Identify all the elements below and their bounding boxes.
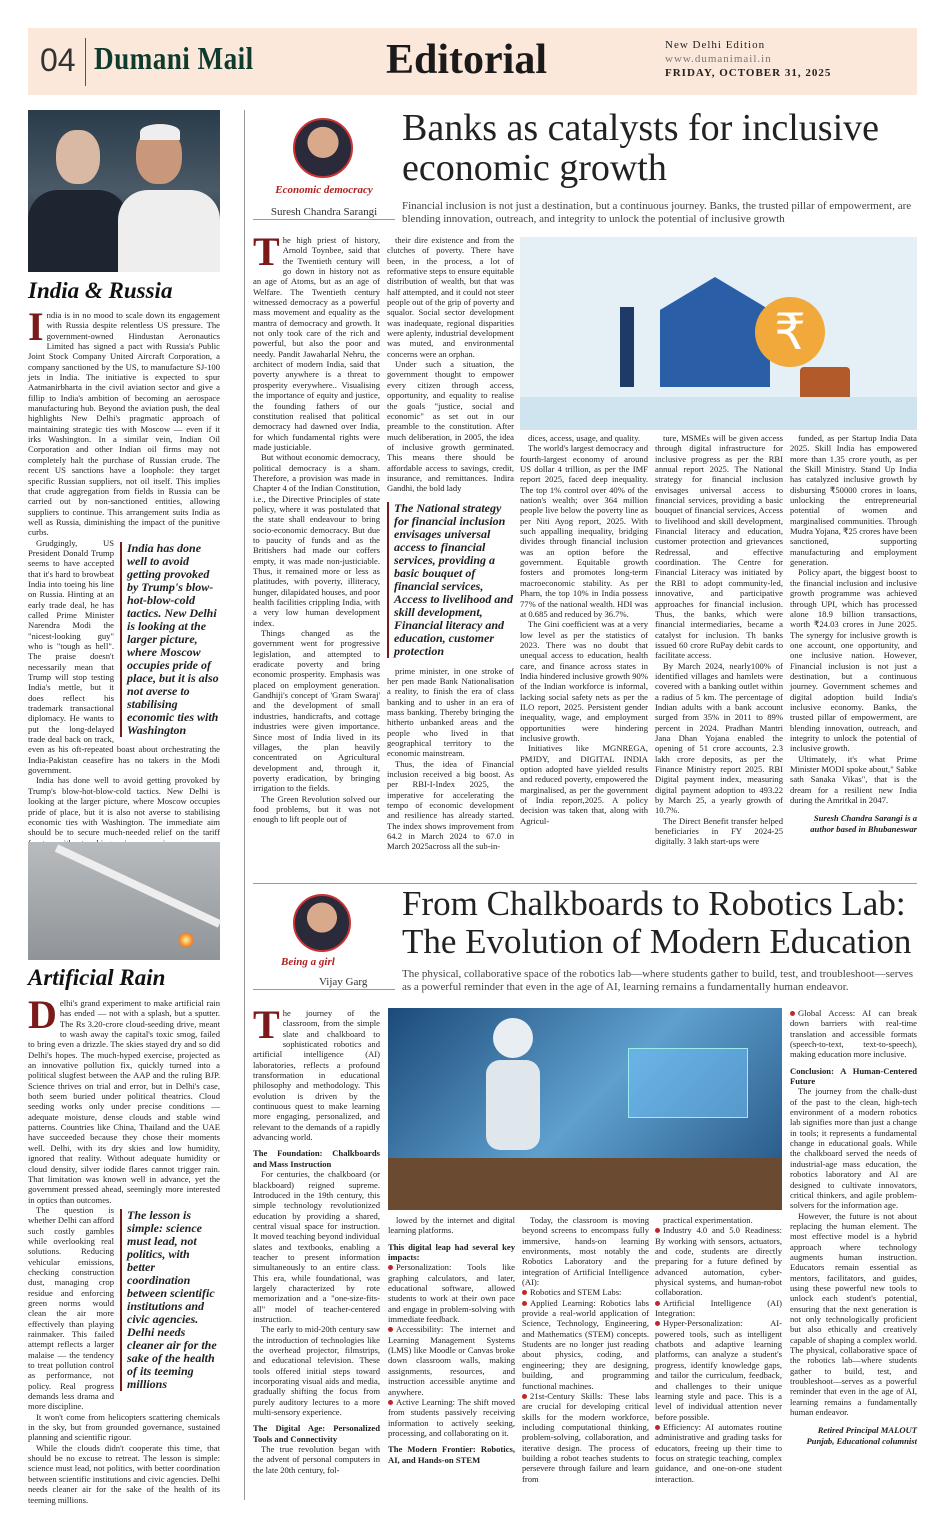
bullet-item: 21st-Century Skills: These labs are crucial for developing critical skills for the modern workforce, including computational thinking, problem-solving, collaboration, and iterative design. The process of building a robot teaches students to persevere through failure and learn from [522, 1390, 649, 1484]
byline: Vijay Garg [319, 976, 368, 988]
section-title: Editorial [386, 37, 548, 83]
edition: New Delhi Edition [665, 39, 766, 51]
paragraph: Under such a situation, the government thought to empower every citizen through access, opportunity, and equality to realise the goals "justice, social and economic" as set out in our preamble to the constitution. After much deliberation, in 2005, the idea of inclusive growth germinated. This means there should be affordable access to savings, credit, insurance, and remittances. Indira Gandhi, the bold lady [387, 359, 514, 494]
paragraph: Grudgingly, US President Donald Trump seems to have accepted that it's hard to browbeat India into toeing his line on Russia. Hinting at an early trade deal, he has called Prime Minister Narendra Modi the "nicest-looking guy" who is "tough as hell". The praise doesn't necessarily mean that Trump will stop testing India's mettle, but it does reflect his trademark transactional diplomacy. He wants to put the long-delayed trade deal back on track, even as his oft-repeated boast about orchestrating the India-Pakistan ceasefire has no takers in the Modi government. [28, 537, 220, 776]
artificial-rain-photo [28, 842, 220, 960]
editorial-title: India & Russia [28, 278, 173, 303]
pull-quote: The National strategy for financial inclusion envisages universal access to financial services, providing a basic bouquet of financial services, Access to livelihood and skill development, Financial literacy and education, customer protection [387, 502, 514, 658]
paragraph: prime minister, in one stroke of her pen made Bank Nationalisation a reality, to finish the era of class banking and to usher in an era of mass banking. Thereby bringing the hitherto unbanked areas and the people who lived in that geographical territory to the economic mainstream. [387, 665, 514, 759]
column-tag: Economic democracy [275, 184, 373, 196]
paragraph: ture, MSMEs will be given access through digital infrastructure for inclusive progress as per the RBI annual report 2025. The National strategy for financial inclusion envisages universal access to financial services, providing a basic bouquet of financial services, Access to livelihood and skill development, Financial literacy and education, customer protection and grievances Redressal, and effective coordination. The Centre for Financial Literacy was initiated by the RBI to adopt community-led, innovative, and participative approaches for financial inclusion. Thus, the banks, which were financial intermediaries, became a catalyst for inclusion. Th banks issued 60 crore RuPay debit cards to facilitate access. [655, 433, 783, 661]
paragraph: By March 2024, nearly100% of identified villages and hamlets were covered with a banking outlet within a radius of 5 km. The percentage of Indian adults with a bank account surged from 35% in 2011 to 89% percent in 2024. Pradhan Mantri Jana Dhan Yojana enabled the opening of 51 crore accounts, 2.3 lakh crore deposits, as per the Finance Ministry report 2025. RBI Digital payment index, measuring digital payment adoption to 493.22 by March 25, a yearly growth of 10.7%. [655, 660, 783, 816]
bullet-item: Personalization: Tools like graphing calculators, and later, educational software, allowed students to work at their own pace and engage in problem-solving with immediate feedback. [388, 1262, 515, 1325]
article-column [253, 1002, 380, 1498]
bullet-item: Accessibility: The internet and Learning Management Systems (LMS) like Moodle or Canvas broke down classroom walls, making assignments, resources, and instruction accessible anytime and anywhere. [388, 1324, 515, 1397]
paragraph: The world's largest democracy and fourth-largest economy of around US dollar 4 trillion, as per the IMF report 2025, faced deep inequality. The top 1% control over 40% of the nation's wealth; over 364 million people live below the poverty line as per Niti Ayog report, 2025. With such appalling inequality, bridging divides through financial inclusion was an option before the government. Equitable growth fosters and promotes long-term macroeconomic stability. As per Pharn, the top 10% in India possess 77% of the national wealth. HDI was at 0.685 and reduced by 36.7%. [520, 443, 648, 619]
paragraph: But without economic democracy, political democracy is a sham. Therefore, a provision was made in Chapter 4 of the Indian Constitution, i.e., the Directive Principles of state policy, where it was postulated that the state shall endeavour to bring socio-economic democracy. But due to paucity of funds and as the Britishers had made our coffers empty, it was made non-justiciable. Thus, it remained more or less as platitudes, with poverty, illiteracy, hunger, dilapidated houses, and poor health facilities crippling India, with a very low human development index. [253, 452, 380, 628]
banking-illustration [520, 237, 917, 430]
paragraph: While the clouds didn't cooperate this time, that should be no excuse to retreat. The lesson is simple: science must lead, not politics, with better coordination between scientific institutions and civic agencies. Delhi needs cleaner air for the sake of the health of its teeming millions. [28, 1442, 220, 1505]
article-column [522, 1215, 649, 1498]
date: FRIDAY, OCTOBER 31, 2025 [665, 67, 832, 79]
article-column [790, 433, 917, 880]
headline: Banks as catalysts for inclusive economic growth [402, 107, 880, 189]
pull-quote: India has done well to avoid getting provoked by Trump's blow-hot-blow-cold tactics. New Delhi is looking at the larger picture, where Moscow occupies pride of place, but it is also not averse to stabilising economic ties with Washington [120, 542, 220, 737]
bullet-item: Efficiency: AI automates routine administrative and grading tasks for educators, freeing up their time to focus on strategic teaching, complex guidance, and one-on-one student interaction. [655, 1421, 782, 1484]
editorial-body [28, 304, 220, 838]
paragraph: Today, the classroom is moving beyond screens to encompass fully immersive, hands-on learning environments, most notably the Robotics Laboratory and the integration of Artificial Intelligence (AI): [522, 1215, 649, 1288]
paragraph: The journey from the chalk-dust of the past to the clean, high-tech environment of a modern robotics lab signifies more than just a change in tools; it represents a fundamental change in educational goals. While the chalkboard served the needs of industrial-age mass education, the robotics laboratory and AI are designed to cultivate innovators, critical thinkers, and agile problem-solvers for the information age. [790, 1086, 917, 1211]
paragraph: Initiatives like MGNREGA, PMJDY, and DIGITAL INDIA option adopted have yielded results and reduced poverty, empowered the marginalised, as per the government of India report,2025. A policy decision was taken that, along with Agricul- [520, 743, 648, 826]
paragraph: their dire existence and from the clutches of poverty. There have been, in the process, a lot of reformative steps to ensure equitable distribution of wealth, but that was half attempted, and it could not steer people out of the grip of poverty and squalor. Social sector development was inadequate, regional disparities were aplenty, industrial development was muted, and environmental concerns were an orphan. [387, 235, 514, 359]
bullet-item: Artificial Intelligence (AI) Integration: [655, 1297, 782, 1319]
paragraph: Thus, the idea of Financial inclusion received a big boost. As per RBI-I-Index 2025, the imperative for accelerating the tempo of economic development and resilience has already started. The index shows improvement from 64.2 in March 2024 to 67.0 in March 2025across all the sub-in- [387, 758, 514, 852]
editorial-body [28, 992, 220, 1505]
author-note: Retired Principal MALOUT Punjab, Educational columnist [806, 1425, 917, 1446]
paragraph: The high priest of history, Arnold Toynbee, said that the Twentieth century will go down in history not as an age of Atoms, but as an age of Welfare. The Twentieth century witnessed democracy as a powerful mass movement and equality as the mantra of democracy and growth. It not only took care of the rich and powerful, but also the poor and needy. Pandit Jawaharlal Nehru, the architect of modern India, said that poverty anywhere is a threat to prosperity everywhere.. Visualising the importance of equity and justice, the founding fathers of our constitution realised that political democracy had dawned over India, for which fundamental rights were made justiciable. [253, 229, 380, 452]
headline: From Chalkboards to Robotics Lab: The Evolution of Modern Education [402, 884, 912, 961]
bullet-item: Active Learning: The shift moved from students passively receiving information to actively seeking, processing, and collaborating on it. [388, 1396, 515, 1438]
paragraph: The journey of the classroom, from the simple slate and chalkboard to sophisticated robotics and artificial intelligence (AI) laboratories, reflects a profound transformation in educational philosophy and methodology. This evolution is driven by the continuous quest to make learning more engaging, personalized, and relevant to the demands of a rapidly advancing world. [253, 1002, 380, 1143]
paragraph: India has done well to avoid getting provoked by Trump's blow-hot-blow-cold tactics. New Delhi is looking at the larger picture, where Moscow occupies pride of place, but it is also not averse to stabilising economic ties with Washington. The immediate aim should be to secure much-needed relief on the tariff [28, 775, 220, 838]
paragraph: The question is whether Delhi can afford such costly gambles while overlooking real solutions. Reducing vehicular emissions, checking construction dust, managing crop residue and enforcing green norms would clean the air more effectively than playing rainmaker. This failed attempt reflects a larger malaise — the tendency to treat pollution control as performance, not policy. Real progress demands less drama and more discipline. [28, 1204, 114, 1412]
bullet-item: Global Access: AI can break down barriers with real-time translation and accessible formats (speech-to-text, text-to-speech), making education more inclusive. [790, 1008, 917, 1060]
deck: The physical, collaborative space of the robotics lab—where students gather to build, test, and troubleshoot—serves as a powerful reminder that even in the age of AI, learning remains a fundamentally human endeavor. [402, 968, 914, 993]
author-box [253, 110, 395, 220]
edition-info [665, 38, 831, 80]
drop-cap: I [28, 304, 44, 349]
paragraph: lowed by the internet and digital learning platforms. [388, 1215, 515, 1236]
article-column [253, 229, 380, 880]
subheading: The Modern Frontier: Robotics, AI, and Hands-on STEM [388, 1444, 515, 1465]
website-link[interactable]: www.dumanimail.in [665, 53, 772, 65]
article-column [387, 235, 514, 880]
author-note: Suresh Chandra Sarangi is a author based in Bhubaneswar [810, 813, 917, 834]
article-column [520, 433, 648, 880]
bullet-item: Industry 4.0 and 5.0 Readiness: By working with sensors, actuators, and code, students are directly preparing for a future defined by advanced automation, cyber-physical systems, and human-robot collaboration. [655, 1225, 782, 1298]
article-column [790, 1008, 917, 1498]
newspaper-logo: Dumani Mail [94, 40, 254, 76]
india-russia-photo [28, 110, 220, 272]
paragraph: The true revolution began with the advent of personal computers in the late 20th century, fol- [253, 1444, 380, 1475]
subheading: This digital leap had several key impacts: [388, 1241, 515, 1263]
column-tag: Being a girl [281, 956, 335, 968]
deck: Financial inclusion is not just a destination, but a continuous journey. Banks, the trusted pillar of empowerment, are blending innovation, outreach, and integrity to unlock the potential of inclusive growth [402, 200, 912, 225]
paragraph: practical experimentation. [663, 1215, 753, 1225]
bullet-item: Applied Learning: Robotics labs provide a real-world application of Science, Technology, Engineering, and Mathematics (STEM) concepts. Students are no longer just reading about physics, coding, and engineering; they are designing, building, and programming functional machines. [522, 1297, 649, 1391]
column-divider [244, 110, 245, 1500]
drop-cap: T [253, 1002, 280, 1047]
paragraph: Ultimately, it's what Prime Minister MODI spoke about," Sabke sath Sanaka Vikas", that is the dream for a resilient new India during the Amritkal in 2047. [790, 753, 917, 806]
bullet-item: Hyper-Personalization: AI-powered tools, such as intelligent chatbots and adaptive learning platforms, can analyze a student's progress, identify knowledge gaps, and tailor the curriculum, feedback, and challenges to their unique learning style and pace. This is a level of individual attention never before possible. [655, 1318, 782, 1422]
paragraph: For centuries, the chalkboard (or blackboard) reigned supreme. Introduced in the 19th century, this simple technology revolutionized education by providing a shared, central visual space for instruction. It moved teaching beyond individual slates and textbooks, enabling a teacher to present information simultaneously to an entire class. This era, while foundational, was largely characterized by rote memorization and a "one-size-fits-all" model of teacher-centered instruction. [253, 1169, 380, 1324]
author-box [253, 890, 395, 990]
editorial-title: Artificial Rain [28, 965, 166, 990]
paragraph: The Gini coefficient was at a very low level as per the statistics of 2023. There was no doubt that unequal access to education, health care, and finance across states in India hindered inclusive growth 90% of the Indian workforce is informal, lacking social safety nets as per the ILO report, 2025. Persistent gender inequality, wage, and employment opportunities were hindering inclusive growth. [520, 619, 648, 743]
author-photo [293, 118, 353, 178]
paragraph: The early to mid-20th century saw the introduction of technologies like the overhead projector, filmstrips, and educational television. These tools offered initial steps toward incorporating visual aids and media, gradually shifting the focus from purely auditory lectures to a more multi-sensory experience. [253, 1324, 380, 1418]
paragraph: The Green Revolution solved our food problems, but it was not enough to lift people out of [253, 793, 380, 825]
paragraph: dices, access, usage, and quality. [528, 433, 641, 443]
article-column [655, 433, 783, 880]
paragraph: funded, as per Startup India Data 2025. Skill India has empowered more than 1.35 crore youth, as per the Skill Ministry. Stand Up India has catalyzed inclusive growth by disbursing ₹50000 crores in loans, unlocking the entrepreneurial potential of women and marginalised communities. Through Mudra Yojana, ₹25 crores have been sanctioned, supporting manufacturing and employment generation. [790, 433, 917, 568]
subheading: The Digital Age: Personalized Tools and Connectivity [253, 1423, 380, 1444]
subheading: Conclusion: A Human-Centered Future [790, 1065, 917, 1087]
paragraph: India is in no mood to scale down its engagement with Russia despite relentless US pressure. The government-owned Hindustan Aeronautics Limited has signed a pact with Russia's Public Joint Stock Company United Aircraft Corporation, a company sanctioned by the US, to manufacture SJ-100 jets in India. The initiative is expected to spur Aatmanirbharta in the civil aviation sector and give a fillip to India's ambition of becoming an aerospace manufacturing hub. Beyond the aviation push, the deal highlights New Delhi's pragmatic approach of maintaining strategic ties with Moscow — even if it irks Washington. In a similar vein, Indian Oil Corporation and other Indian oil firms may not completely halt the purchase of Russian crude. The recent US sanctions have a loophole: they target specific Russian suppliers, not oil itself. This implies that crude aggregation from fields in Russia can be carried out by non-sanctioned entities, allowing suppliers to continue. This arrangement suits India as well as Russia, diminishing the impact of the punitive curbs. [28, 304, 220, 538]
article-column [388, 1215, 515, 1498]
drop-cap: T [253, 229, 280, 274]
drop-cap: D [28, 992, 57, 1037]
subheading: The Foundation: Chalkboards and Mass Instruction [253, 1148, 380, 1169]
paragraph: It won't come from helicopters scattering chemicals in the sky, but from grounded governance, sustained planning and scientific rigour. [28, 1411, 220, 1443]
author-photo [293, 894, 351, 952]
byline: Suresh Chandra Sarangi [270, 206, 378, 218]
paragraph: Delhi's grand experiment to make artificial rain has ended — not with a splash, but a sputter. The Rs 3.20-crore cloud-seeding drive, meant to wash away the capital's toxic smog, failed to bring even a drizzle. The skies stayed dry and so did Delhi's hopes. The much-hyped exercise, projected as an innovative pollution fix, quickly turned into a political slugfest between the AAP and the ruling BJP. Science thrives on trial and error, but in Delhi's case, both seem buried under political theatrics. Cloud seeding works only under precise conditions — adequate moisture, dense clouds and stable wind patterns. Countries like China, Thailand and the UAE have succeeded because they chose their moments well. Delhi, with its dry skies and low humidity, ignored that reality. Without adequate humidity or cloud density, silver iodide flares cannot trigger rain. That limitation was known well in advance, yet the government pressed ahead, seemingly more interested in optics than outcomes. [28, 992, 220, 1205]
pull-quote: The lesson is simple: science must lead, not politics, with better coordination between scientific institutions and civic agencies. Delhi needs cleaner air for the sake of the health of its teeming millions [120, 1209, 220, 1391]
masthead [28, 28, 917, 95]
bullet-item: Robotics and STEM Labs: [522, 1287, 649, 1297]
rupee-icon: ₹ [755, 297, 825, 367]
robotics-lab-photo [388, 1008, 782, 1210]
paragraph: However, the future is not about replacing the human element. The most effective model is a hybrid approach where technology augments human instruction. Educators remain essential as mentors, facilitators, and guides, using these powerful new tools to unlock each student's potential, ensuring that the next generation is not only technologically proficient but also ethically and creatively capable of shaping a complex world. The physical, collaborative space of the robotics lab—where students gather to build, test, and troubleshoot—serves as a powerful reminder that even in the age of AI, learning remains a fundamentally human endeavor. [790, 1210, 917, 1418]
divider [85, 38, 86, 86]
paragraph: Things changed as the government went for progressive legislation, and attempted to eradicate poverty and bring economic prosperity. Emphasis was placed on employment generation. Gandhiji's concept of 'Gram Swaraj' and the development of small industries, handicrafts, and cottage industries were given importance. Since most of India lived in its villages, the plan heavily concentrated on Agricultural development and, through it, poverty eradication, by bringing irrigation to the fields. [253, 628, 380, 794]
paragraph: Policy apart, the biggest boost to the financial inclusion and inclusive growth programme was achieved through UPI, which has processed alone 18.9 billion transactions, worth ₹24.03 crores in June 2025. The synergy for inclusive growth is one account, one opportunity, and one inclusive nation. However, Financial inclusion is not just a destination, but a continuous journey. Government schemes and digital adoption build India's inclusive economy. Banks, the trusted pillar of empowerment, are blending innovation, outreach, and integrity to unlock the potential of inclusive growth. [790, 567, 917, 754]
page-number: 04 [40, 42, 76, 78]
paragraph: The Direct Benefit transfer helped beneficiaries in FY 2024-25 digitally. 3 lakh start-ups were [655, 815, 783, 847]
article-column [655, 1215, 782, 1498]
